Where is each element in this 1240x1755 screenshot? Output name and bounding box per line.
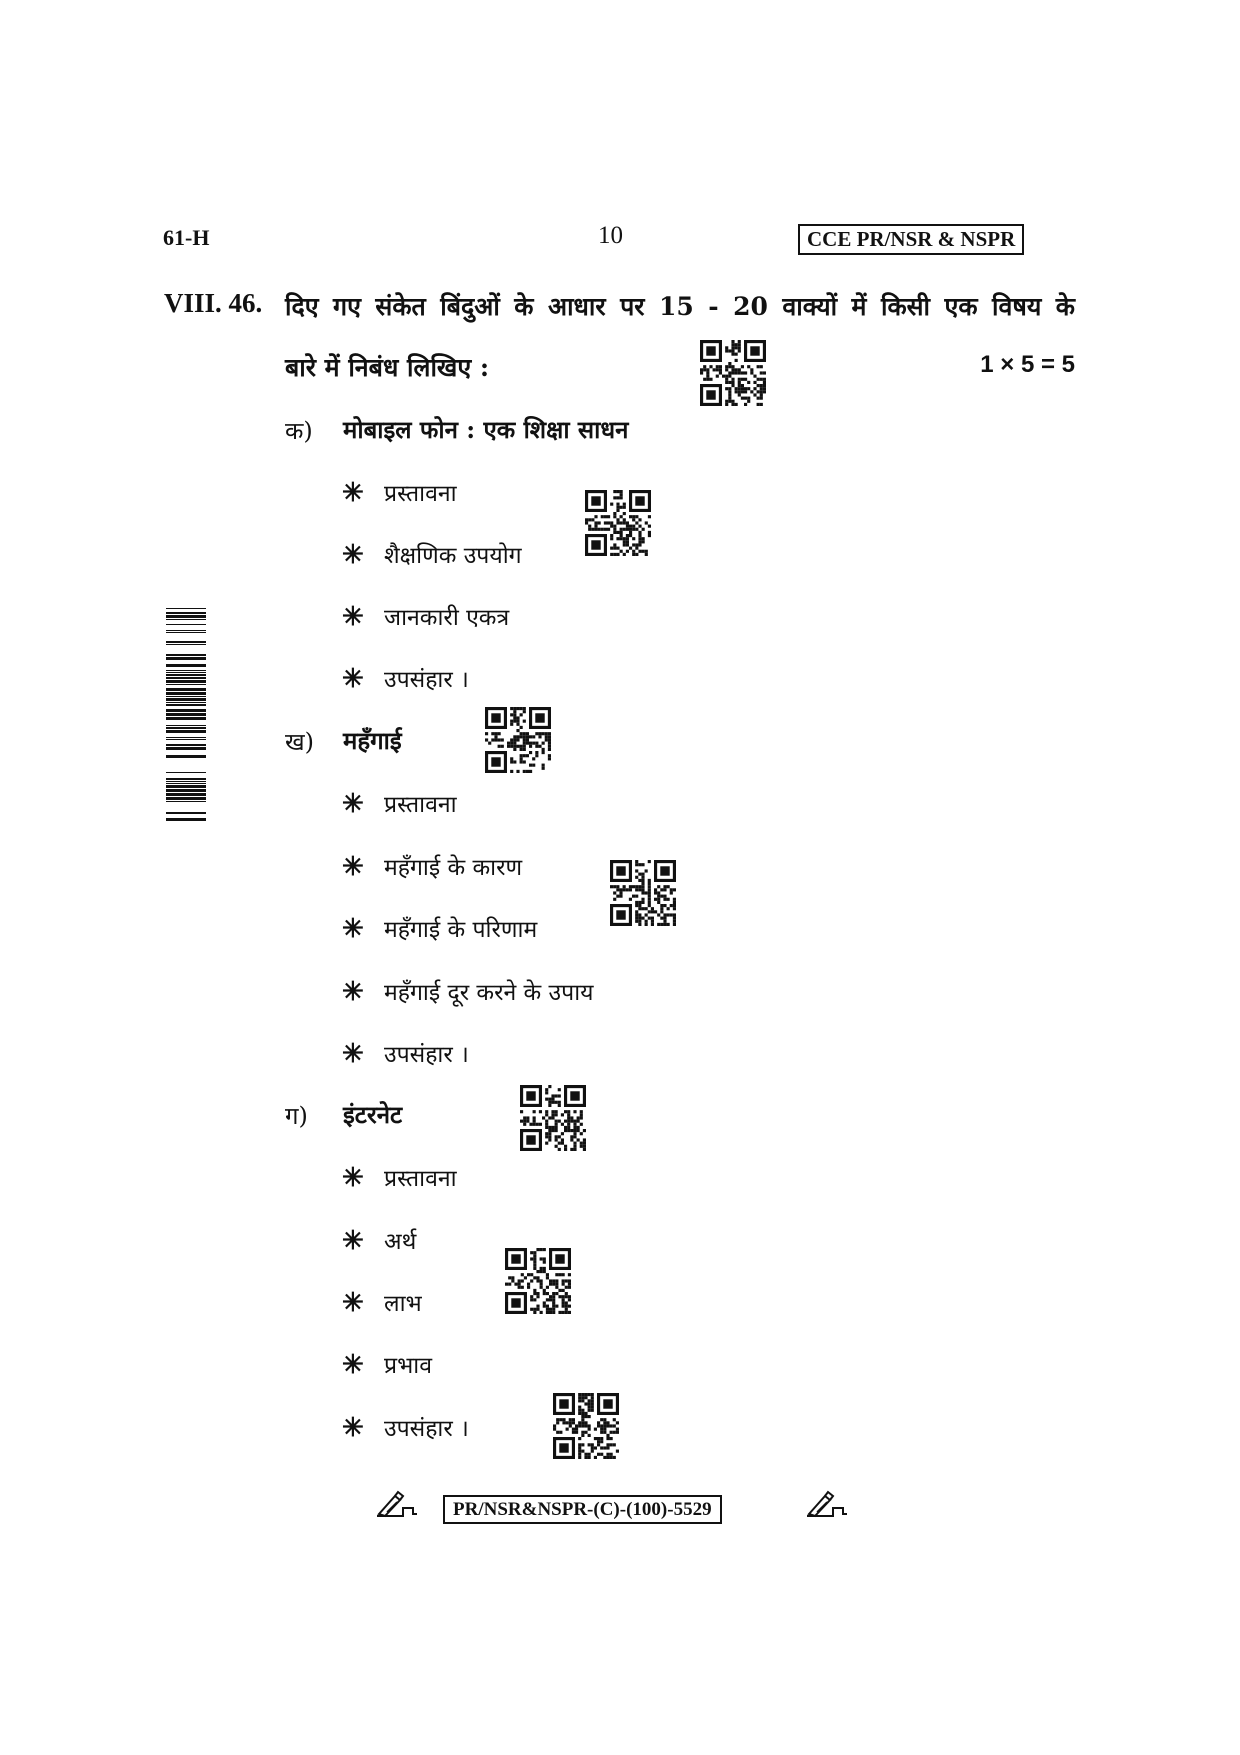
asterisk-bullet-icon: ✳ — [342, 1039, 364, 1069]
point-item: ✳ शैक्षणिक उपयोग — [342, 540, 522, 570]
point-item: ✳ उपसंहार । — [342, 1413, 469, 1443]
page-number: 10 — [598, 222, 623, 249]
option-label-ka: क) — [285, 417, 313, 445]
point-item: ✳ अर्थ — [342, 1226, 417, 1256]
point-item: ✳ उपसंहार । — [342, 664, 469, 694]
paper-code: 61-H — [163, 225, 210, 250]
asterisk-bullet-icon: ✳ — [342, 1226, 364, 1256]
question-text-line2: बारे में निबंध लिखिए : — [285, 353, 490, 382]
qr-code-icon — [505, 1248, 571, 1314]
point-item: ✳ उपसंहार । — [342, 1039, 469, 1069]
option-label-ga: ग) — [285, 1102, 308, 1130]
asterisk-bullet-icon: ✳ — [342, 1163, 364, 1193]
asterisk-bullet-icon: ✳ — [342, 852, 364, 882]
question-number: VIII. 46. — [164, 288, 263, 318]
point-item: ✳ महँगाई दूर करने के उपाय — [342, 977, 594, 1007]
option-label-kha: ख) — [285, 728, 314, 756]
qr-code-icon — [553, 1393, 619, 1459]
point-item: ✳ महँगाई के परिणाम — [342, 914, 538, 944]
asterisk-bullet-icon: ✳ — [342, 602, 364, 632]
option-title-ga: इंटरनेट — [343, 1100, 403, 1129]
asterisk-bullet-icon: ✳ — [342, 914, 364, 944]
point-item: ✳ प्रस्तावना — [342, 789, 457, 819]
asterisk-bullet-icon: ✳ — [342, 1350, 364, 1380]
asterisk-bullet-icon: ✳ — [342, 664, 364, 694]
qr-code-icon — [520, 1085, 586, 1151]
point-item: ✳ जानकारी एकत्र — [342, 602, 510, 632]
point-item: ✳ प्रस्तावना — [342, 478, 457, 508]
asterisk-bullet-icon: ✳ — [342, 789, 364, 819]
qr-code-icon — [610, 860, 676, 926]
asterisk-bullet-icon: ✳ — [342, 977, 364, 1007]
barcode-icon — [166, 600, 206, 822]
asterisk-bullet-icon: ✳ — [342, 540, 364, 570]
series-code-box: CCE PR/NSR & NSPR — [798, 224, 1024, 255]
marks-scheme: 1 × 5 = 5 — [980, 351, 1075, 378]
point-item: ✳ प्रभाव — [342, 1350, 433, 1380]
writing-hand-icon — [803, 1490, 849, 1520]
asterisk-bullet-icon: ✳ — [342, 478, 364, 508]
point-item: ✳ प्रस्तावना — [342, 1163, 457, 1193]
asterisk-bullet-icon: ✳ — [342, 1288, 364, 1318]
option-title-kha: महँगाई — [343, 726, 402, 755]
point-item: ✳ लाभ — [342, 1288, 422, 1318]
qr-code-icon — [585, 490, 651, 556]
question-text-line1: दिए गए संकेत बिंदुओं के आधार पर 15 - 20 वाक्यों में किसी एक विषय के — [285, 292, 1075, 321]
point-item: ✳ महँगाई के कारण — [342, 852, 523, 882]
qr-code-icon — [700, 340, 766, 406]
footer-code-box: PR/NSR&NSPR-(C)-(100)-5529 — [443, 1495, 722, 1524]
qr-code-icon — [485, 707, 551, 773]
option-title-ka: मोबाइल फोन : एक शिक्षा साधन — [343, 415, 629, 444]
writing-hand-icon — [373, 1490, 419, 1520]
asterisk-bullet-icon: ✳ — [342, 1413, 364, 1443]
